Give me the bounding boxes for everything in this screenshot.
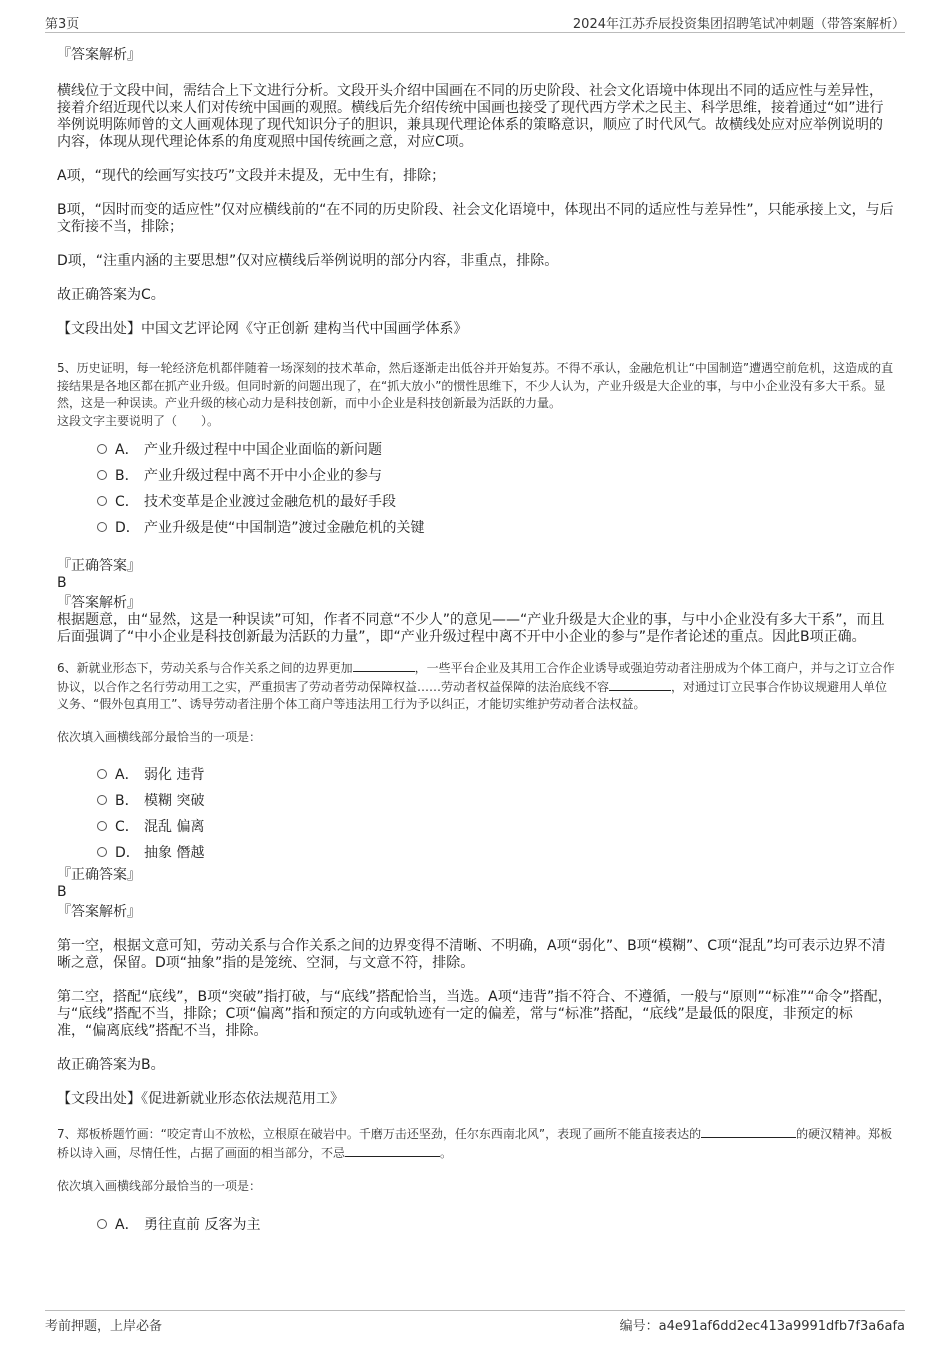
passage-source: 【文段出处】《促进新就业形态依法规范用工》 — [57, 1091, 344, 1107]
option-d[interactable]: D． 抽象 僭越 — [57, 838, 895, 864]
radio-icon[interactable] — [97, 1219, 107, 1229]
option-a[interactable]: A． 弱化 违背 — [57, 760, 895, 786]
radio-icon[interactable] — [97, 847, 107, 857]
analysis-label: 『答案解析』 — [57, 595, 141, 611]
analysis-label: 『答案解析』 — [57, 904, 141, 920]
option-list — [57, 760, 895, 864]
analysis-label: 『答案解析』 — [57, 47, 141, 63]
page-footer — [45, 1310, 905, 1335]
passage-source: 【文段出处】中国文艺评论网《守正创新 建构当代中国画学体系》 — [57, 321, 468, 337]
answer-value: B — [57, 884, 67, 900]
question-prompt: 这段文字主要说明了（ ）。 — [57, 413, 220, 428]
page-number: 第3页 — [45, 17, 80, 32]
answer-blank — [609, 678, 671, 691]
option-list — [57, 435, 895, 539]
question-stem: 6、新就业形态下，劳动关系与合作关系之间的边界更加 ，一些平台企业及其用工合作企业诱导或强迫劳动者注册成为个体工商户，并与之订立合作协议，以合作之名行劳动用工之实，严重损害了劳动者劳动保障权益……劳动者权益保障的法治底线不容 ，对通过订立民事合作协议规避用人单位义务、“假外包真用工”、诱导劳动者注册个体工商户等违法用工行为予以纠正，才能切实维护劳动者合法权益。 — [57, 661, 895, 711]
radio-icon[interactable] — [97, 496, 107, 506]
option-a[interactable]: A． 产业升级过程中中国企业面临的新问题 — [57, 435, 895, 461]
analysis-paragraph: 根据题意，由“显然，这是一种误读”可知，作者不同意“不少人”的意见——“产业升级是大企业的事，与中小企业没有多大干系”，而且后面强调了“中小企业是科技创新最为活跃的力量”，即“产业升级过程中离不开中小企业的参与”是作者论述的重点。因此B项正确。 — [57, 612, 885, 645]
option-c[interactable]: C． 技术变革是企业渡过金融危机的最好手段 — [57, 487, 895, 513]
answer-blank — [701, 1125, 796, 1138]
question-stem: 7、郑板桥题竹画：“咬定青山不放松，立根原在破岩中。千磨万击还坚劲，任尔东西南北风”，表现了画所不能直接表达的 的硬汉精神。郑板桥以诗入画，尽情任性，占据了画面的相当部分，不忌 。 — [57, 1127, 893, 1160]
footer-slogan: 考前押题，上岸必备 — [45, 1319, 163, 1334]
option-a[interactable]: A． 勇往直前 反客为主 — [57, 1210, 895, 1236]
question-stem: 5、历史证明，每一轮经济危机都伴随着一场深刻的技术革命，然后逐渐走出低谷并开始复苏。不得不承认，金融危机让“中国制造”遭遇空前危机，这造成的直接结果是各地区都在抓产业升级。但同时新的问题出现了，在“抓大放小”的惯性思维下，不少人认为，产业升级是大企业的事，与中小企业没有多大干系。显然，这是一种误读。产业升级的核心动力是科技创新，而中小企业是科技创新最为活跃的力量。 — [57, 361, 894, 410]
radio-icon[interactable] — [97, 769, 107, 779]
analysis-paragraph: D项，“注重内涵的主要思想”仅对应横线后举例说明的部分内容，非重点，排除。 — [57, 253, 559, 269]
answer-blank — [345, 1144, 440, 1157]
question-prompt: 依次填入画横线部分最恰当的一项是： — [57, 1179, 262, 1193]
option-list — [57, 1210, 895, 1236]
answer-blank — [353, 659, 415, 672]
document-id: 编号：a4e91af6dd2ec413a9991dfb7f3a6afa — [619, 1319, 905, 1334]
analysis-paragraph: 第一空，根据文意可知，劳动关系与合作关系之间的边界变得不清晰、不明确，A项“弱化”、B项“模糊”、C项“混乱”均可表示边界不清晰之意，保留。D项“抽象”指的是笼统、空洞，与文意不符，排除。 — [57, 938, 886, 971]
radio-icon[interactable] — [97, 444, 107, 454]
answer-value: B — [57, 575, 67, 591]
option-b[interactable]: B． 模糊 突破 — [57, 786, 895, 812]
option-c[interactable]: C． 混乱 偏离 — [57, 812, 895, 838]
document-title: 2024年江苏乔辰投资集团招聘笔试冲刺题（带答案解析） — [572, 17, 905, 32]
radio-icon[interactable] — [97, 522, 107, 532]
radio-icon[interactable] — [97, 821, 107, 831]
option-d[interactable]: D． 产业升级是使“中国制造”渡过金融危机的关键 — [57, 513, 895, 539]
answer-label: 『正确答案』 — [57, 558, 141, 574]
analysis-paragraph: B项，“因时而变的适应性”仅对应横线前的“在不同的历史阶段、社会文化语境中，体现出不同的适应性与差异性”，只能承接上文，与后文衔接不当，排除； — [57, 202, 894, 235]
page-content — [57, 45, 895, 1236]
radio-icon[interactable] — [97, 470, 107, 480]
analysis-paragraph: 第二空，搭配“底线”，B项“突破”指打破，与“底线”搭配恰当，当选。A项“违背”指不符合、不遵循，一般与“原则”“标准”“命令”搭配，与“底线”搭配不当，排除；C项“偏离”指和预定的方向或轨迹有一定的偏差，常与“标准”搭配，“底线”是最低的限度，非预定的标准，“偏离底线”搭配不当，排除。 — [57, 989, 892, 1039]
question-prompt: 依次填入画横线部分最恰当的一项是： — [57, 729, 262, 744]
analysis-paragraph: 横线位于文段中间，需结合上下文进行分析。文段开头介绍中国画在不同的历史阶段、社会文化语境中体现出不同的适应性与差异性，接着介绍近现代以来人们对传统中国画的观照。横线后先介绍传统中国画也接受了现代西方学术之民主、科学思维，接着通过“如”进行举例说明陈师曾的文人画观体现了现代知识分子的胆识，兼具现代理论体系的策略意识，顺应了时代风气。故横线处应对应举例说明的内容，体现从现代理论体系的角度观照中国传统画之意，对应C项。 — [57, 83, 884, 150]
radio-icon[interactable] — [97, 795, 107, 805]
page-header — [45, 10, 905, 33]
answer-conclusion: 故正确答案为C。 — [57, 287, 165, 303]
option-b[interactable]: B． 产业升级过程中离不开中小企业的参与 — [57, 461, 895, 487]
analysis-paragraph: A项，“现代的绘画写实技巧”文段并未提及，无中生有，排除； — [57, 168, 446, 184]
answer-label: 『正确答案』 — [57, 867, 141, 883]
answer-conclusion: 故正确答案为B。 — [57, 1057, 165, 1073]
